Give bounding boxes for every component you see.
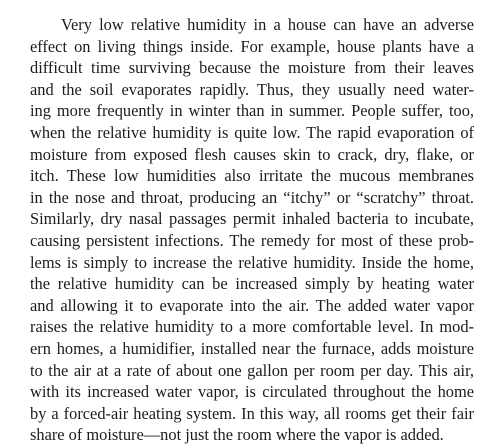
paragraph-line: share of moisture—not just the room where the vapor is added. — [30, 425, 444, 445]
paragraph-line: and the soil evaporates rapidly. Thus, they usually need water- — [30, 79, 474, 99]
paragraph-line: ern homes, a humidifier, installed near the furnace, adds moisture — [30, 338, 474, 358]
paragraph-line: and allowing it to evaporate into the air. The added water vapor — [30, 295, 474, 315]
paragraph-line: to the air at a rate of about one gallon per room per day. This air, — [30, 360, 474, 380]
paragraph-line: when the relative humidity is quite low. The rapid evaporation of — [30, 122, 474, 142]
paragraph-line: the relative humidity can be increased simply by heating water — [30, 274, 474, 294]
paragraph-line: effect on living things inside. For example, house plants have a — [30, 36, 474, 56]
paragraph-line: difficult time surviving because the moisture from their leaves — [30, 58, 474, 78]
paragraph-line: moisture from exposed flesh causes skin to crack, dry, flake, or — [30, 144, 474, 164]
paragraph-line: Very low relative humidity in a house can have an adverse — [61, 15, 474, 34]
body-paragraph — [30, 14, 474, 446]
paragraph-line: causing persistent infections. The remedy for most of these prob- — [30, 230, 474, 250]
paragraph-line: itch. These low humidities also irritate the mucous membranes — [30, 166, 474, 186]
paragraph-line: lems is simply to increase the relative humidity. Inside the home, — [30, 252, 474, 272]
paragraph-line: Similarly, dry nasal passages permit inhaled bacteria to incubate, — [30, 209, 474, 229]
paragraph-line: by a forced-air heating system. In this way, all rooms get their fair — [30, 403, 474, 423]
paragraph-line: in the nose and throat, producing an “itchy” or “scratchy” throat. — [30, 187, 474, 207]
paragraph-line: ing more frequently in winter than in summer. People suffer, too, — [30, 101, 474, 121]
paragraph-line: with its increased water vapor, is circulated throughout the home — [30, 382, 474, 402]
paragraph-line: raises the relative humidity to a more comfortable level. In mod- — [30, 317, 474, 337]
